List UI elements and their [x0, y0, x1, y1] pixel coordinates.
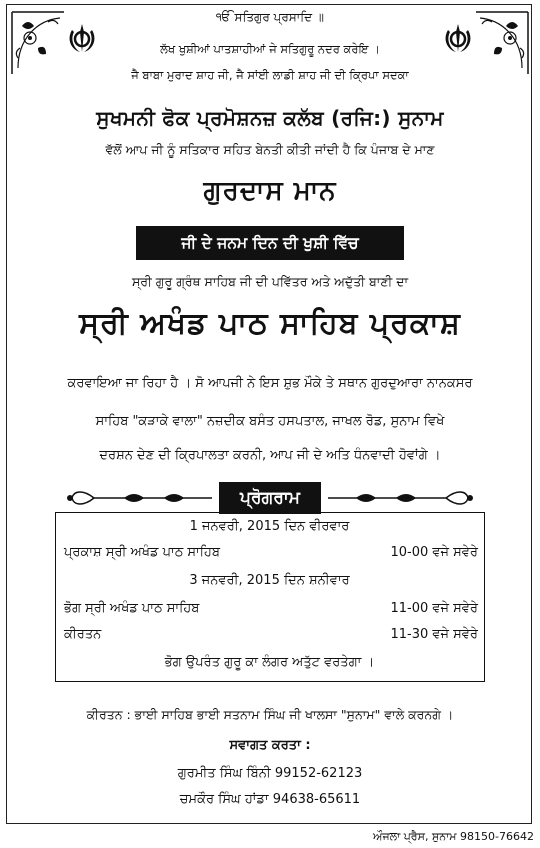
flourish-ornament-icon [64, 488, 214, 508]
program-time-1: 10-00 ਵਜੇ ਸਵੇਰੇ [390, 545, 478, 560]
grace-line: ਜੈ ਬਾਬਾ ਮੁਰਾਦ ਸ਼ਾਹ ਜੀ, ਜੈ ਸਾਂਈ ਲਾਡੀ ਸ਼ਾਹ ਜੀ ਦੀ ਕ੍ਰਿਪਾ ਸਦਕਾ [131, 68, 409, 82]
honoree-name: ਗੁਰਦਾਸ ਮਾਨ [203, 176, 337, 206]
birthday-banner: ਜੀ ਦੇ ਜਨਮ ਦਿਨ ਦੀ ਖੁਸ਼ੀ ਵਿੱਚ [136, 226, 404, 260]
blessing-line: ਲੱਖ ਖੁਸ਼ੀਆਂ ਪਾਤਸ਼ਾਹੀਆਂ ਜੇ ਸਤਿਗੁਰੂ ਨਦਰ ਕਰੇਇ । [160, 42, 380, 56]
program-heading: ਪ੍ਰੋਗਰਾਮ [219, 482, 321, 514]
kirtan-line: ਕੀਰਤਨ : ਭਾਈ ਸਾਹਿਬ ਭਾਈ ਸਤਨਾਮ ਸਿੰਘ ਜੀ ਖਾਲਸਾ "ਸੁਨਾਮ" ਵਾਲੇ ਕਰਨਗੇ । [86, 707, 454, 722]
flourish-ornament-icon [326, 488, 476, 508]
body-line-2: ਸਾਹਿਬ "ਕੜਾਕੇ ਵਾਲਾ" ਨਜ਼ਦੀਕ ਬਸੰਤ ਹਸਪਤਾਲ, ਜਾਖਲ ਰੋਡ, ਸੁਨਾਮ ਵਿਖੇ [95, 414, 445, 429]
body-line-3: ਦਰਸ਼ਨ ਦੇਣ ਦੀ ਕ੍ਰਿਪਾਲਤਾ ਕਰਨੀ, ਆਪ ਜੀ ਦੇ ਅਤਿ ਧੰਨਵਾਦੀ ਹੋਵਾਂਗੇ । [99, 448, 441, 463]
program-date-2: 3 ਜਨਵਰੀ, 2015 ਦਿਨ ਸ਼ਨੀਵਾਰ [189, 573, 350, 588]
program-time-2: 11-00 ਵਜੇ ਸਵੇਰੇ [390, 601, 478, 616]
event-title: ਸ੍ਰੀ ਅਖੰਡ ਪਾਠ ਸਾਹਿਬ ਪ੍ਰਕਾਸ਼ [79, 306, 461, 341]
welcome-label: ਸਵਾਗਤ ਕਰਤਾ : [229, 738, 311, 753]
invocation-text: ੴ ਸਤਿਗੁਰ ਪ੍ਰਸਾਦਿ ॥ [216, 10, 324, 24]
program-item-1: ਪ੍ਰਕਾਸ਼ ਸ੍ਰੀ ਅਖੰਡ ਪਾਠ ਸਾਹਿਬ [64, 545, 221, 560]
contact-2: ਚਮਕੌਰ ਸਿੰਘ ਹਾਂਡਾ 94638-65611 [179, 792, 361, 807]
press-credit: ਔਜਲਾ ਪ੍ਰੈਸ, ਸੁਨਾਮ 98150-76642 [373, 830, 534, 843]
body-line-1: ਕਰਵਾਇਆ ਜਾ ਰਿਹਾ ਹੈ । ਸੋ ਆਪਜੀ ਨੇ ਇਸ ਸ਼ੁਭ ਮੌਕੇ ਤੇ ਸਥਾਨ ਗੁਰਦੁਆਰਾ ਨਾਨਕਸਰ [67, 376, 473, 391]
program-time-3: 11-30 ਵਜੇ ਸਵੇਰੇ [390, 627, 478, 642]
program-item-2: ਭੋਗ ਸ੍ਰੀ ਅਖੰਡ ਪਾਠ ਸਾਹਿਬ [64, 601, 200, 616]
program-item-3: ਕੀਰਤਨ [64, 627, 102, 642]
program-heading-row [0, 482, 540, 514]
request-line: ਵੱਲੋਂ ਆਪ ਜੀ ਨੂੰ ਸਤਿਕਾਰ ਸਹਿਤ ਬੇਨਤੀ ਕੀਤੀ ਜਾਂਦੀ ਹੈ ਕਿ ਪੰਜਾਬ ਦੇ ਮਾਣ [105, 142, 435, 157]
langar-line: ਭੋਗ ਉਪਰੰਤ ਗੁਰੂ ਕਾ ਲੰਗਰ ਅਤੁੱਟ ਵਰਤੇਗਾ । [164, 655, 375, 670]
club-name: ਸੁਖਮਨੀ ਫੋਕ ਪ੍ਰਮੋਸ਼ਨਜ਼ ਕਲੱਬ (ਰਜਿ:) ਸੁਨਾਮ [96, 106, 444, 130]
contact-1: ਗੁਰਮੀਤ ਸਿੰਘ ਬਿੰਨੀ 99152-62123 [177, 766, 363, 781]
program-date-1: 1 ਜਨਵਰੀ, 2015 ਦਿਨ ਵੀਰਵਾਰ [189, 519, 350, 534]
scripture-line: ਸ੍ਰੀ ਗੁਰੂ ਗ੍ਰੰਥ ਸਾਹਿਬ ਜੀ ਦੀ ਪਵਿੱਤਰ ਅਤੇ ਅਦੁੱਤੀ ਬਾਣੀ ਦਾ [131, 274, 409, 289]
program-box [55, 512, 485, 682]
